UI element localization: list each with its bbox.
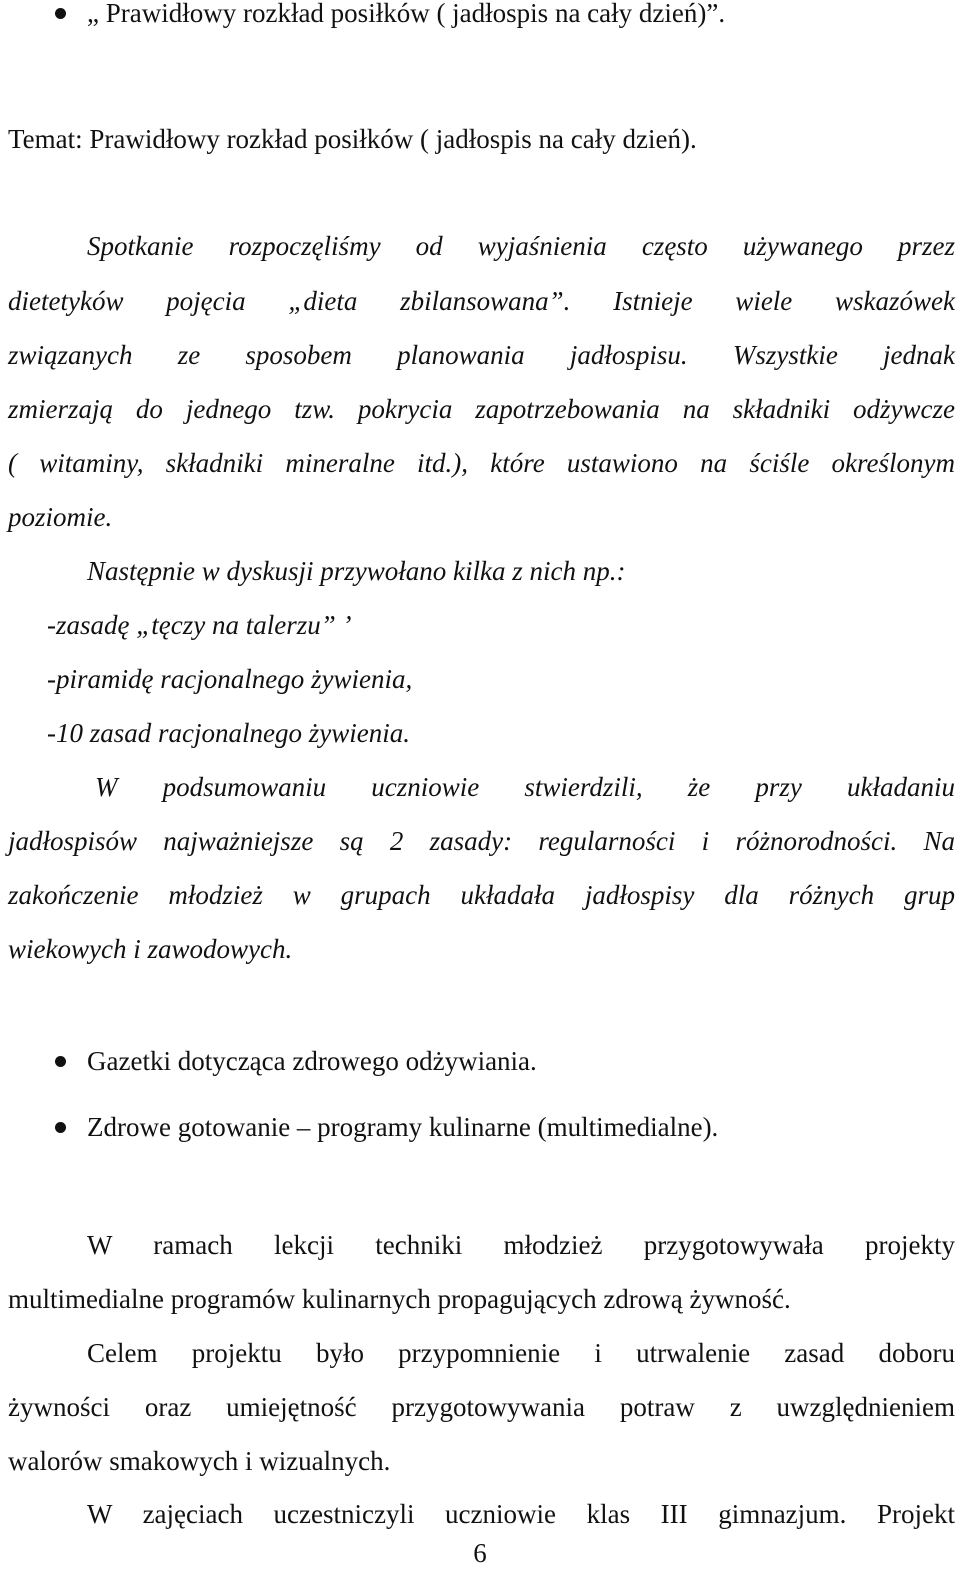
para3-line: jadłospisów najważniejsze są 2 zasady: regularności i różnorodności. Na [8,826,955,856]
para5-line: walorów smakowych i wizualnych. [8,1446,391,1476]
para1-line: poziomie. [8,502,113,532]
para1-line: ( witaminy, składniki mineralne itd.), które ustawiono na ściśle określonym [8,448,955,478]
page-number: 6 [473,1538,487,1568]
list-item: -zasadę „tęczy na talerzu” ’ [47,610,352,640]
topic-line: Temat: Prawidłowy rozkład posiłków ( jadłospis na cały dzień). [8,124,697,154]
para3-line: wiekowych i zawodowych. [8,934,293,964]
bullet-heading: „ Prawidłowy rozkład posiłków ( jadłospis na cały dzień)”. [87,0,726,28]
list-item: -10 zasad racjonalnego żywienia. [47,718,410,748]
para2-line: Następnie w dyskusji przywołano kilka z nich np.: [87,556,626,586]
para1-line: związanych ze sposobem planowania jadłospisu. Wszystkie jednak [8,340,955,370]
para1-line: dietetyków pojęcia „dieta zbilansowana”. Istnieje wiele wskazówek [8,286,955,316]
para6-line: W zajęciach uczestniczyli uczniowie klas III gimnazjum. Projekt [87,1499,955,1529]
para1-line: Spotkanie rozpoczęliśmy od wyjaśnienia często używanego przez [87,231,955,261]
para5-line: żywności oraz umiejętność przygotowywania potraw z uwzględnieniem [8,1392,955,1422]
bullet-dot [55,8,66,19]
bullet-item: Zdrowe gotowanie – programy kulinarne (multimedialne). [87,1112,719,1142]
para4-line: multimedialne programów kulinarnych propagujących zdrową żywność. [8,1284,791,1314]
bullet-dot [55,1122,66,1133]
para3-line: W podsumowaniu uczniowie stwierdzili, że przy układaniu [95,772,955,802]
para1-line: zmierzają do jednego tzw. pokrycia zapotrzebowania na składniki odżywcze [8,394,955,424]
bullet-dot [55,1056,66,1067]
para4-line: W ramach lekcji techniki młodzież przygotowywała projekty [87,1230,955,1260]
bullet-item: Gazetki dotycząca zdrowego odżywiania. [87,1046,537,1076]
list-item: -piramidę racjonalnego żywienia, [47,664,413,694]
para3-line: zakończenie młodzież w grupach układała jadłospisy dla różnych grup [8,880,955,910]
para5-line: Celem projektu było przypomnienie i utrwalenie zasad doboru [87,1338,955,1368]
